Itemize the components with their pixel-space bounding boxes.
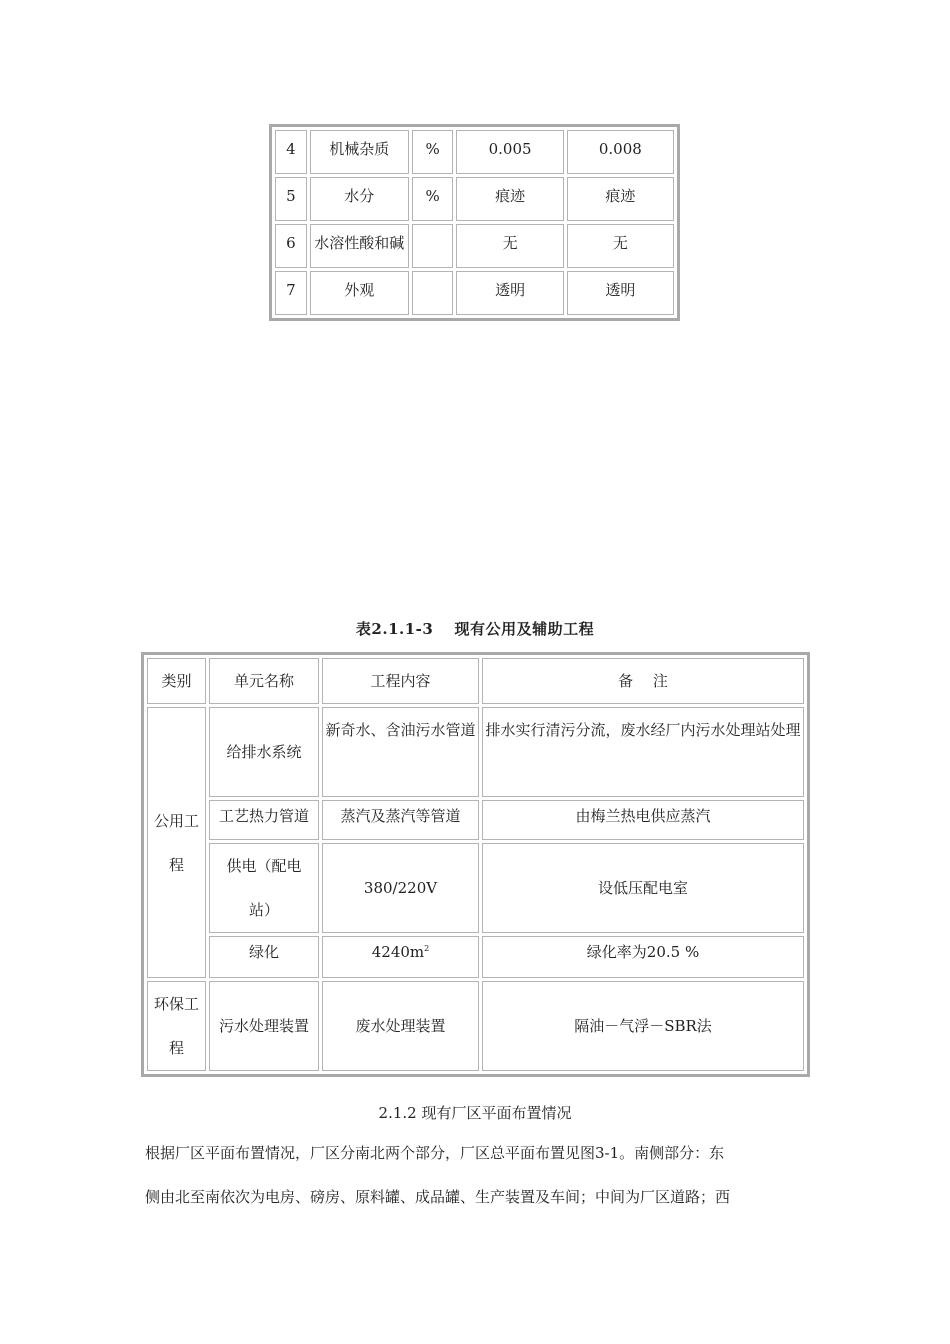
table-cell: 痕迹 [567, 177, 674, 221]
table-cell: 给排水系统 [209, 707, 319, 797]
table-cell: 废水处理装置 [322, 981, 479, 1071]
table-cell: 透明 [456, 271, 563, 315]
table-cell [322, 936, 479, 978]
table-cell: 380/220V [322, 843, 479, 933]
table-cell: 0.008 [567, 130, 674, 174]
table-cell: 水分 [310, 177, 409, 221]
table-cell: 5 [275, 177, 307, 221]
table-cell: 工艺热力管道 [209, 800, 319, 840]
table-cell: % [412, 130, 454, 174]
table-cell: 7 [275, 271, 307, 315]
table-cell: 污水处理装置 [209, 981, 319, 1071]
table-cell: 无 [567, 224, 674, 268]
table-row [275, 224, 674, 268]
header-category: 类别 [147, 658, 206, 704]
table-row [275, 177, 674, 221]
table-cell: 排水实行清污分流，废水经厂内污水处理站处理 [482, 707, 804, 797]
table-row [147, 981, 804, 1071]
table-cell: 供电（配电站） [209, 843, 319, 933]
area-value: 4240m [371, 943, 425, 961]
table-cell: 新奇水、含油污水管道 [322, 707, 479, 797]
group-env: 环保工程 [147, 981, 206, 1071]
table-header-row [147, 658, 804, 704]
table-cell: 蒸汽及蒸汽等管道 [322, 800, 479, 840]
group-public: 公用工程 [147, 707, 206, 978]
table-cell: 0.005 [456, 130, 563, 174]
section-heading: 2.1.2 现有厂区平面布置情况 [378, 1104, 572, 1122]
paragraph-line: 根据厂区平面布置情况，厂区分南北两个部分，厂区总平面布置见图3-1。南侧部分：东 [145, 1144, 725, 1162]
table-cell: 绿化率为20.5 % [482, 936, 804, 978]
table-cell: 无 [456, 224, 563, 268]
table-cell: 6 [275, 224, 307, 268]
table-cell: 水溶性酸和碱 [310, 224, 409, 268]
table-cell: 4 [275, 130, 307, 174]
table-row [275, 130, 674, 174]
table-row [147, 936, 804, 978]
paragraph-line: 侧由北至南依次为电房、磅房、原料罐、成品罐、生产装置及车间；中间为厂区道路；西 [145, 1188, 731, 1206]
table-cell: 绿化 [209, 936, 319, 978]
table-cell [412, 271, 454, 315]
header-content: 工程内容 [322, 658, 479, 704]
table-cell [412, 224, 454, 268]
header-unit: 单元名称 [209, 658, 319, 704]
table-row [275, 271, 674, 315]
area-superscript: 2 [424, 944, 430, 953]
facilities-table [141, 652, 810, 1077]
table-cell: 外观 [310, 271, 409, 315]
table-cell: 机械杂质 [310, 130, 409, 174]
table-cell: % [412, 177, 454, 221]
table-cell: 由梅兰热电供应蒸汽 [482, 800, 804, 840]
table-title: 表2.1.1-3 现有公用及辅助工程 [355, 620, 595, 638]
table-cell: 设低压配电室 [482, 843, 804, 933]
table-row [147, 800, 804, 840]
table-cell: 透明 [567, 271, 674, 315]
table-row [147, 707, 804, 797]
table-row [147, 843, 804, 933]
quality-table [269, 124, 680, 321]
table-cell: 痕迹 [456, 177, 563, 221]
header-remark: 备 注 [482, 658, 804, 704]
table-cell: 隔油－气浮－SBR法 [482, 981, 804, 1071]
